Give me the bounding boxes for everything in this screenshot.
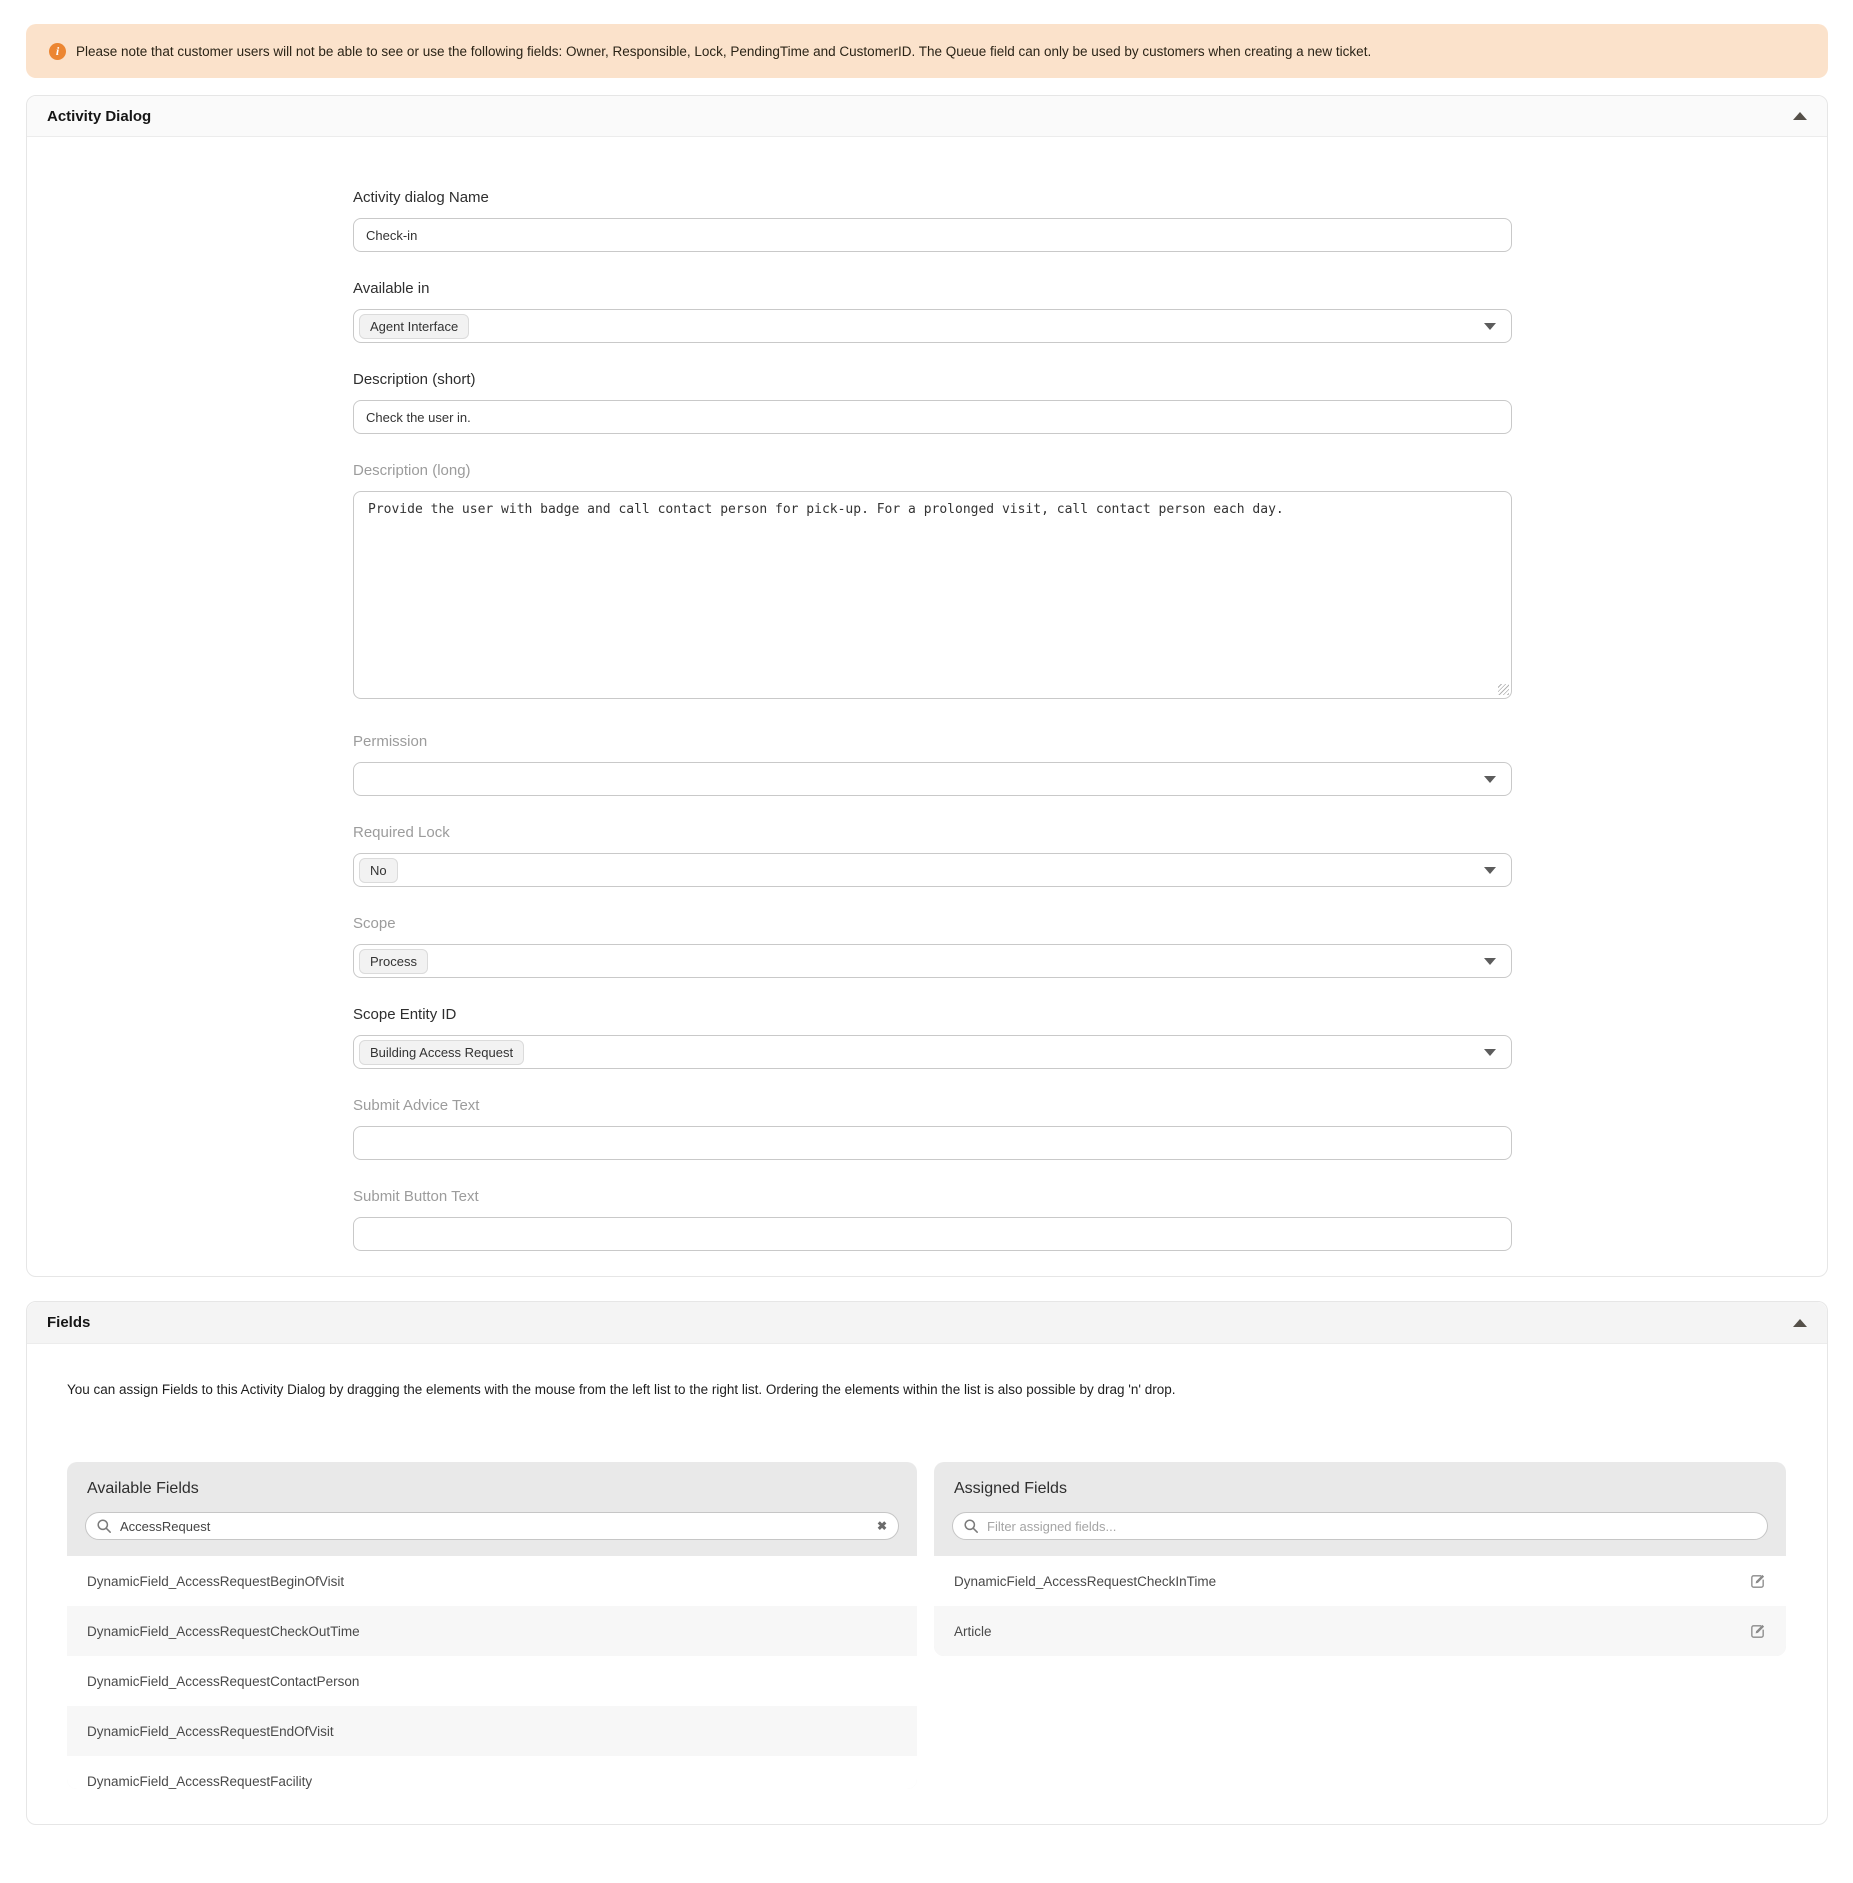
available-field-item[interactable] bbox=[67, 1656, 917, 1706]
field-item-label: DynamicField_AccessRequestCheckOutTime bbox=[87, 1623, 360, 1639]
collapse-up-icon[interactable] bbox=[1793, 112, 1807, 120]
description-long-textarea[interactable] bbox=[353, 491, 1512, 699]
available-fields-header bbox=[67, 1462, 917, 1556]
permission-group bbox=[353, 733, 1512, 796]
available-fields-title: Available Fields bbox=[87, 1480, 199, 1497]
assigned-fields-title: Assigned Fields bbox=[954, 1480, 1067, 1497]
required-lock-select[interactable] bbox=[353, 853, 1512, 887]
permission-select[interactable] bbox=[353, 762, 1512, 796]
fields-title: Fields bbox=[47, 1314, 91, 1331]
field-item-label: DynamicField_AccessRequestCheckInTime bbox=[954, 1573, 1217, 1589]
assigned-fields-filter-input[interactable] bbox=[952, 1512, 1768, 1540]
clear-search-icon[interactable]: ✖ bbox=[876, 1519, 887, 1533]
name-field-group bbox=[353, 189, 1512, 252]
chevron-down-icon bbox=[1484, 1049, 1496, 1056]
field-item-label: DynamicField_AccessRequestBeginOfVisit bbox=[87, 1573, 345, 1589]
activity-dialog-panel bbox=[26, 95, 1828, 1277]
selected-value-tag: Building Access Request bbox=[359, 1040, 524, 1065]
assigned-fields-header bbox=[934, 1462, 1786, 1556]
available-field-item[interactable] bbox=[67, 1556, 917, 1606]
assigned-field-item[interactable] bbox=[934, 1556, 1786, 1606]
submit-advice-input[interactable] bbox=[353, 1126, 1512, 1160]
selected-value-tag: Process bbox=[359, 949, 428, 974]
textarea-resize-handle[interactable] bbox=[1498, 684, 1509, 695]
description-short-input[interactable] bbox=[353, 400, 1512, 434]
notice-text: Please note that customer users will not be able to see or use the following fields: Owner, Responsible, Lock, PendingTime and CustomerID. The Queue field can only be used by customers when creating a new ticket. bbox=[76, 43, 1372, 59]
available-fields-box bbox=[67, 1462, 917, 1789]
submit-button-text-input[interactable] bbox=[353, 1217, 1512, 1251]
available-field-item[interactable] bbox=[67, 1606, 917, 1656]
assigned-fields-box bbox=[934, 1462, 1786, 1656]
scope-label: Scope bbox=[353, 915, 396, 932]
activity-dialog-title: Activity Dialog bbox=[47, 107, 152, 125]
scope-entity-id-group bbox=[353, 1006, 1512, 1069]
search-icon bbox=[963, 1518, 979, 1534]
collapse-up-icon[interactable] bbox=[1793, 1319, 1807, 1327]
required-lock-label: Required Lock bbox=[353, 824, 450, 841]
scope-select[interactable] bbox=[353, 944, 1512, 978]
assigned-fields-list bbox=[934, 1556, 1786, 1656]
chevron-down-icon bbox=[1484, 776, 1496, 783]
available-in-label: Available in bbox=[353, 280, 430, 297]
available-field-item[interactable] bbox=[67, 1756, 917, 1789]
submit-advice-group bbox=[353, 1097, 1512, 1160]
scope-group bbox=[353, 915, 1512, 978]
available-fields-search-input[interactable] bbox=[85, 1512, 899, 1540]
fields-header bbox=[27, 1302, 1827, 1344]
name-label: Activity dialog Name bbox=[353, 189, 489, 206]
scope-entity-id-label: Scope Entity ID bbox=[353, 1006, 457, 1023]
field-item-label: DynamicField_AccessRequestEndOfVisit bbox=[87, 1723, 334, 1739]
description-short-label: Description (short) bbox=[353, 371, 476, 388]
fields-body bbox=[27, 1344, 1827, 1824]
assigned-field-item[interactable] bbox=[934, 1606, 1786, 1656]
description-short-group bbox=[353, 371, 1512, 434]
edit-icon[interactable] bbox=[1749, 1573, 1766, 1590]
info-icon: i bbox=[49, 43, 66, 60]
selected-value-tag: Agent Interface bbox=[359, 314, 469, 339]
fields-panel bbox=[26, 1301, 1828, 1825]
fields-description: You can assign Fields to this Activity Dialog by dragging the elements with the mouse from the left list to the right list. Ordering the elements within the list is also possible by drag 'n' drop. bbox=[67, 1382, 1176, 1397]
chevron-down-icon bbox=[1484, 958, 1496, 965]
submit-advice-label: Submit Advice Text bbox=[353, 1097, 480, 1114]
permission-label: Permission bbox=[353, 733, 428, 750]
name-input[interactable] bbox=[353, 218, 1512, 252]
description-long-group bbox=[353, 462, 1512, 699]
chevron-down-icon bbox=[1484, 867, 1496, 874]
required-lock-group bbox=[353, 824, 1512, 887]
edit-icon[interactable] bbox=[1749, 1623, 1766, 1640]
activity-dialog-header bbox=[27, 96, 1827, 137]
available-in-group bbox=[353, 280, 1512, 343]
submit-button-text-group bbox=[353, 1188, 1512, 1251]
description-long-label: Description (long) bbox=[353, 462, 471, 479]
activity-dialog-body bbox=[27, 137, 1827, 1276]
search-icon bbox=[96, 1518, 112, 1534]
available-fields-list bbox=[67, 1556, 917, 1789]
available-field-item[interactable] bbox=[67, 1706, 917, 1756]
scope-entity-id-select[interactable] bbox=[353, 1035, 1512, 1069]
field-item-label: Article bbox=[954, 1623, 992, 1639]
submit-button-text-label: Submit Button Text bbox=[353, 1188, 479, 1205]
chevron-down-icon bbox=[1484, 323, 1496, 330]
available-in-select[interactable] bbox=[353, 309, 1512, 343]
field-item-label: DynamicField_AccessRequestContactPerson bbox=[87, 1673, 360, 1689]
selected-value-tag: No bbox=[359, 858, 398, 883]
field-item-label: DynamicField_AccessRequestFacility bbox=[87, 1773, 313, 1789]
notice-banner bbox=[26, 24, 1828, 78]
